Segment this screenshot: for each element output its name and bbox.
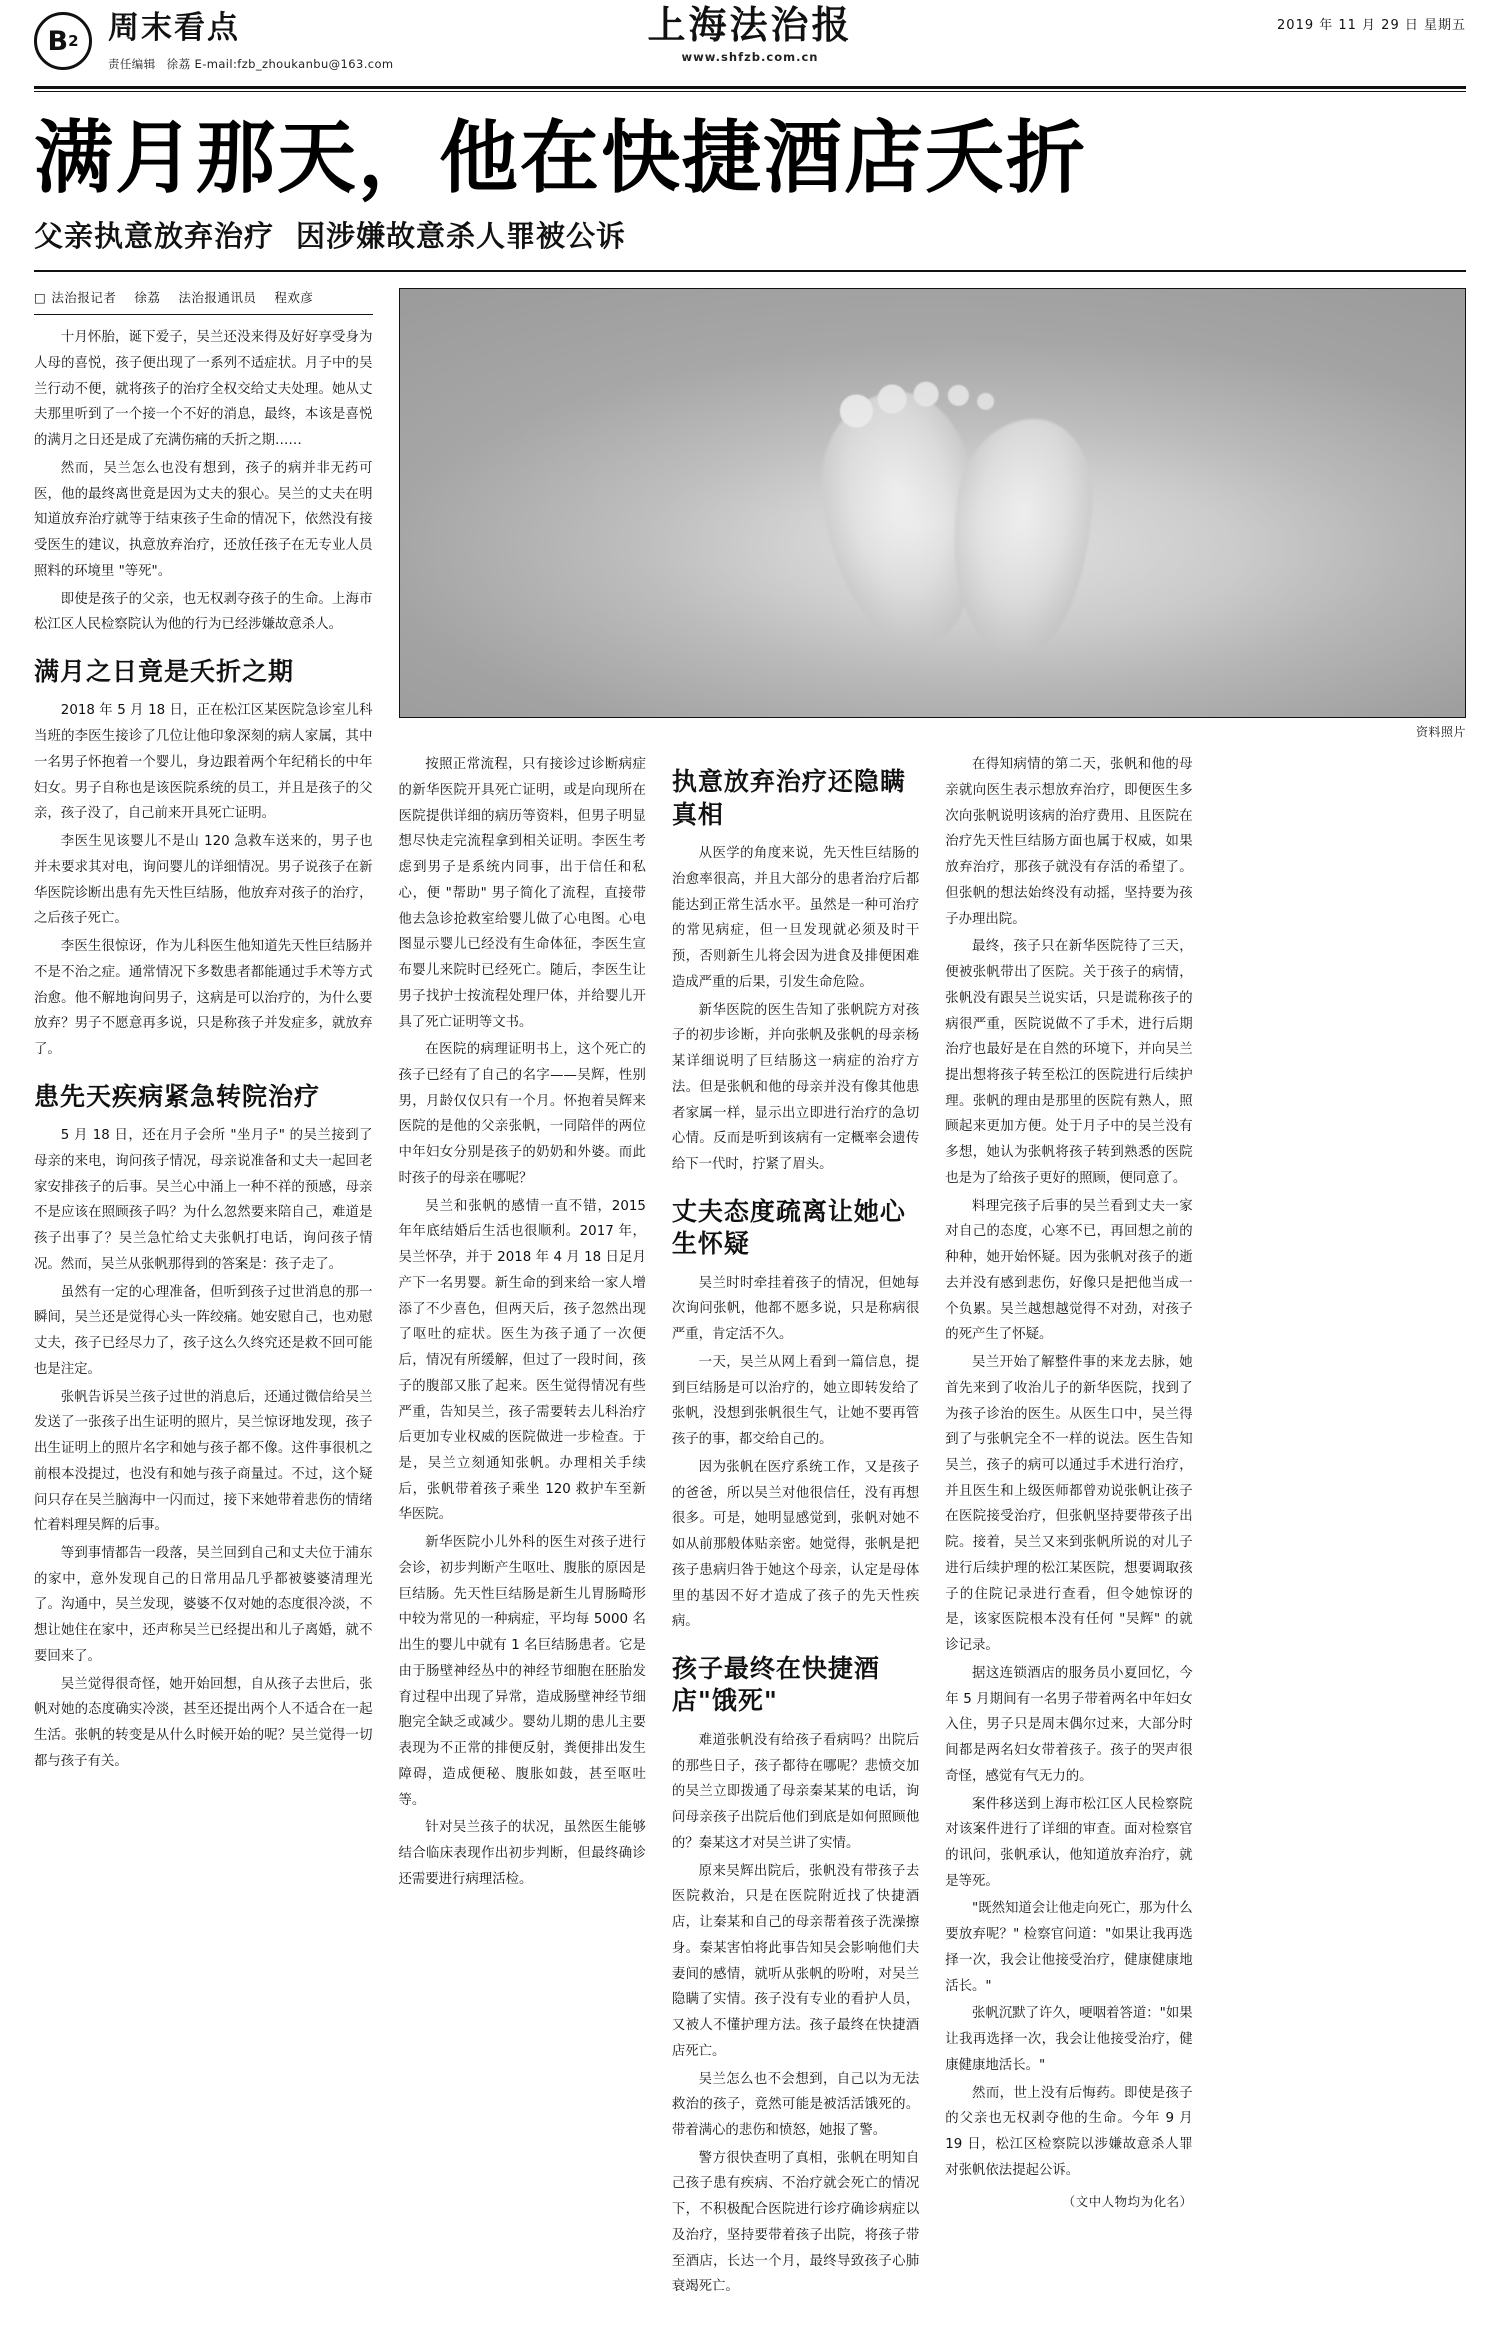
section-heading-2: 患先天疾病紧急转院治疗	[34, 1081, 321, 1111]
masthead-left	[108, 10, 394, 72]
masthead-rule	[34, 86, 1466, 89]
subhead-left: 父亲执意放弃治疗	[34, 219, 275, 254]
body-paragraph: 吴兰开始了解整件事的来龙去脉，她首先来到了收治儿子的新华医院，找到了为孩子诊治的医生。从医生口中，吴兰得到了与张帆完全不一样的说法。医生告知吴兰，孩子的病可以通过手术进行治疗，并且医生和上级医师都曾劝说张帆让孩子在医院接受治疗，但张帆坚持要带孩子出院。接着，吴兰又来到张帆所说的对儿子进行后续护理的松江某医院，想要调取孩子的住院记录进行查看，但令她惊讶的是，该家医院根本没有任何 "吴辉" 的就诊记录。	[945, 1355, 1193, 1654]
body-paragraph: 据这连锁酒店的服务员小夏回忆，今年 5 月期间有一名男子带着两名中年妇女入住，男子只是周末偶尔过来，大部分时间都是两名妇女带着孩子。孩子的哭声很奇怪，感觉有气无力的。	[945, 1665, 1193, 1784]
body-paragraph: "既然知道会让他走向死亡，那为什么要放弃呢？" 检察官问道："如果让我再选择一次，我会让他接受治疗，健康健康地活长。"	[945, 1901, 1193, 1994]
body-paragraph: 5 月 18 日，还在月子会所 "坐月子" 的吴兰接到了母亲的来电，询问孩子情况，母亲说准备和丈夫一起回老家安排孩子的后事。吴兰心中涌上一种不祥的预感，母亲不是应该在照顾孩子吗？为什么忽然要来陪自己，难道是孩子出事了？吴兰急忙给丈夫张帆打电话，询问孩子情况。然而，吴兰从张帆那得到的答案是：孩子走了。	[34, 1128, 373, 1272]
section-heading-1: 满月之日竟是夭折之期	[34, 656, 295, 686]
headline-block	[0, 92, 1500, 256]
body-paragraph: 在得知病情的第二天，张帆和他的母亲就向医生表示想放弃治疗，即便医生多次向张帆说明该病的治疗费用、且医院在治疗先天性巨结肠方面也属于权威，如果放弃治疗，那孩子就没有存活的希望了。但张帆的想法始终没有动摇，坚持要为孩子办理出院。	[945, 757, 1193, 927]
byline-mark: □	[34, 290, 47, 306]
baby-feet-photo	[399, 288, 1467, 718]
body-paragraph: 虽然有一定的心理准备，但听到孩子过世消息的那一瞬间，吴兰还是觉得心头一阵绞痛。她安慰自己，也劝慰丈夫，孩子已经尽力了，孩子这么久终究还是救不回可能也是注定。	[34, 1284, 373, 1377]
end-note: （文中人物均为化名）	[1062, 2193, 1193, 2209]
section-heading-4: 丈夫态度疏离让她心生怀疑	[671, 1196, 906, 1259]
paper-url[interactable]: www.shfzb.com.cn	[681, 49, 819, 64]
body-paragraph: 2018 年 5 月 18 日，正在松江区某医院急诊室儿科当班的李医生接诊了几位让他印象深刻的病人家属，其中一名男子怀抱着一个婴儿，身边跟着两个年纪稍长的中年妇女。男子自称也是该医院系统的员工，并且是孩子的父亲，孩子没了，自己前来开具死亡证明。	[34, 703, 373, 822]
publish-date: 2019 年 11 月 29 日 星期五	[1277, 18, 1466, 33]
page-number-sub: 2	[68, 32, 79, 50]
page-title: 满月那天，他在快捷酒店夭折	[34, 112, 1087, 204]
body-paragraph: 吴兰时时牵挂着孩子的情况，但她每次询问张帆，他都不愿多说，只是称病很严重，肯定活不久。	[671, 1275, 920, 1343]
lead-paragraph: 十月怀胎，诞下爱子，吴兰还没来得及好好享受身为人母的喜悦，孩子便出现了一系列不适症状。月子中的吴兰行动不便，就将孩子的治疗全权交给丈夫处理。她从丈夫那里听到了一个接一个不好的消息，最终，本该是喜悦的满月之日还是成了充满伤痛的夭折之期……	[34, 330, 373, 449]
body-paragraph: 新华医院的医生告知了张帆院方对孩子的初步诊断，并向张帆及张帆的母亲杨某详细说明了巨结肠这一病症的治疗方法。但是张帆和他的母亲并没有像其他患者家属一样，显示出立即进行治疗的急切心情。反而是听到该病有一定概率会遗传给下一代时，拧紧了眉头。	[671, 1002, 920, 1172]
column-3	[672, 750, 919, 2302]
lead-paragraph: 即使是孩子的父亲，也无权剥夺孩子的生命。上海市松江区人民检察院认为他的行为已经涉嫌故意杀人。	[34, 591, 373, 633]
body-paragraph: 等到事情都告一段落，吴兰回到自己和丈夫位于浦东的家中，意外发现自己的日常用品几乎都被婆婆清理光了。沟通中，吴兰发现，婆婆不仅对她的态度很冷淡，不想让她住在家中，还声称吴兰已经提出和儿子离婚，就不要回来了。	[34, 1546, 373, 1664]
article-body	[0, 272, 1500, 2334]
column-4	[945, 750, 1192, 2302]
subhead	[34, 218, 1466, 256]
editor-credit	[108, 56, 394, 72]
body-paragraph: 从医学的角度来说，先天性巨结肠的治愈率很高，并且大部分的患者治疗后都能达到正常生活水平。虽然是一种可治疗的常见病症，但一旦发现就必须及时干预，否则新生儿将会因为进食及排便困难造成严重的后果，引发生命危险。	[671, 846, 920, 990]
byline-correspondent-name: 程欢彦	[274, 290, 314, 306]
body-paragraph: 因为张帆在医疗系统工作，又是孩子的爸爸，所以吴兰对他很信任，没有再想很多。可是，她明显感觉到，张帆对她不如从前那般体贴亲密。她觉得，张帆是把孩子患病归咎于她这个母亲，认定是母体里的基因不好才造成了孩子的先天性疾病。	[671, 1459, 920, 1630]
body-paragraph: 料理完孩子后事的吴兰看到丈夫一家对自己的态度，心寒不已，再回想之前的种种，她开始怀疑。因为张帆对孩子的逝去并没有感到悲伤，好像只是把他当成一个负累。吴兰越想越觉得不对劲，对孩子的死产生了怀疑。	[945, 1198, 1193, 1343]
editor-label: 责任编辑	[108, 56, 156, 71]
page-number: B	[47, 25, 69, 57]
body-paragraph: 吴兰怎么也不会想到，自己以为无法救治的孩子，竟然可能是被活活饿死的。带着满心的悲伤和愤怒，她报了警。	[671, 2071, 920, 2138]
editor-name: 徐荔	[166, 56, 191, 71]
section-title: 周末看点	[108, 10, 240, 46]
editor-email: E-mail:fzb_zhoukanbu@163.com	[194, 56, 394, 71]
body-paragraph: 最终，孩子只在新华医院待了三天，便被张帆带出了医院。关于孩子的病情，张帆没有跟吴兰说实话，只是谎称孩子的病很严重，医院说做不了手术，进行后期治疗也最好是在自然的环境下，并向吴兰提出想将孩子转至松江的医院进行后续护理。张帆的理由是那里的医院有熟人，照顾起来更加方便。处于月子中的吴兰没有多想，她认为张帆将孩子转到熟悉的医院也是为了给孩子更好的照顾，便同意了。	[945, 939, 1193, 1186]
lower-columns	[399, 750, 1467, 2302]
body-paragraph: 张帆告诉吴兰孩子过世的消息后，还通过微信给吴兰发送了一张孩子出生证明的照片，吴兰惊讶地发现，孩子出生证明上的照片名字和她与孩子都不像。这件事很机之前根本没提过，也没有和她与孩子商量过。不过，这个疑问只存在吴兰脑海中一闪而过，接下来她带着悲伤的情绪忙着料理吴辉的后事。	[34, 1389, 373, 1534]
body-paragraph: 新华医院小儿外科的医生对孩子进行会诊，初步判断产生呕吐、腹胀的原因是巨结肠。先天性巨结肠是新生儿胃肠畸形中较为常见的一种病症，平均每 5000 名出生的婴儿中就有 1 名巨结肠患者。它是由于肠壁神经丛中的神经节细胞在胚胎发育过程中出现了异常，造成肠壁神经节细胞完全缺乏或减少。婴幼儿期的患儿主要表现为不正常的排便反射，粪便排出发生障碍，造成便秘、腹胀如鼓，甚至呕吐等。	[398, 1535, 646, 1808]
byline-correspondent-label: 法治报通讯员	[178, 290, 257, 306]
body-paragraph: 警方很快查明了真相，张帆在明知自己孩子患有疾病、不治疗就会死亡的情况下，不积极配合医院进行诊疗确诊病症以及治疗，坚持要带着孩子出院，将孩子带至酒店，长达一个月，最终导致孩子心肺衰竭死亡。	[671, 2150, 920, 2295]
body-paragraph: 案件移送到上海市松江区人民检察院对该案件进行了详细的审查。面对检察官的讯问，张帆承认，他知道放弃治疗，就是等死。	[945, 1796, 1193, 1889]
body-paragraph: 在医院的病理证明书上，这个死亡的孩子已经有了自己的名字——吴辉，性别男，月龄仅仅只有一个月。怀抱着吴辉来医院的是他的父亲张帆，一同陪伴的两位中年妇女分别是孩子的奶奶和外婆。而此时孩子的母亲在哪呢？	[398, 1042, 646, 1186]
body-paragraph: 李医生很惊讶，作为儿科医生他知道先天性巨结肠并不是不治之症。通常情况下多数患者都能通过手术等方式治愈。他不解地询问男子，这病是可以治疗的，为什么要放弃？男子不愿意再多说，只是称孩子并发症多，就放弃了。	[34, 939, 373, 1058]
body-paragraph: 原来吴辉出院后，张帆没有带孩子去医院救治，只是在医院附近找了快捷酒店，让秦某和自己的母亲帮着孩子洗澡擦身。秦某害怕将此事告知吴会影响他们夫妻间的感情，就听从张帆的吩咐，对吴兰隐瞒了实情。孩子没有专业的看护人员，又被人不懂护理方法。孩子最终在快捷酒店死亡。	[671, 1863, 920, 2059]
photo-vignette	[400, 289, 1466, 717]
body-paragraph: 张帆沉默了许久，哽咽着答道："如果让我再选择一次，我会让他接受治疗，健康健康地活长。"	[945, 2006, 1193, 2073]
body-paragraph: 难道张帆没有给孩子看病吗？出院后的那些日子，孩子都待在哪呢？悲愤交加的吴兰立即拨通了母亲秦某某的电话，询问母亲孩子出院后他们到底是如何照顾他的？秦某这才对吴兰讲了实情。	[671, 1732, 920, 1851]
photo-credit: 资料照片	[1415, 725, 1466, 740]
subhead-right: 因涉嫌故意杀人罪被公诉	[296, 219, 627, 254]
body-paragraph: 针对吴兰孩子的状况，虽然医生能够结合临床表现作出初步判断，但最终确诊还需要进行病理活检。	[398, 1820, 646, 1887]
paper-title-block	[647, 4, 852, 64]
body-paragraph: 然而，世上没有后悔药。即使是孩子的父亲也无权剥夺他的生命。今年 9 月 19 日，松江区检察院以涉嫌故意杀人罪对张帆依法提起公诉。	[945, 2085, 1193, 2178]
byline	[34, 288, 373, 315]
body-paragraph: 李医生见该婴儿不是山 120 急救车送来的，男子也并未要求其对电，询问婴儿的详细情况。男子说孩子在新华医院诊断出患有先天性巨结肠，他放弃对孩子的治疗，之后孩子死亡。	[34, 834, 373, 927]
top-row	[34, 288, 1466, 2308]
body-paragraph: 一天，吴兰从网上看到一篇信息，提到巨结肠是可以治疗的，她立即转发给了张帆，没想到张帆很生气，让她不要再管孩子的事，都交给自己的。	[671, 1354, 920, 1448]
byline-reporter-name: 徐荔	[134, 290, 161, 306]
body-paragraph: 按照正常流程，只有接诊过诊断病症的新华医院开具死亡证明，或是向现所在医院提供详细的病历等资料，但男子明显想尽快走完流程拿到相关证明。李医生考虑到男子是系统内同事，出于信任和私心，便 "帮助" 男子简化了流程，直接带他去急诊抢救室给婴儿做了心电图。心电图显示婴儿已经没有生命体征，李医生宣布婴儿来院时已经死亡。随后，李医生让男子找护士按流程处理尸体，并给婴儿开具了死亡证明等文书。	[398, 757, 646, 1030]
body-paragraph: 吴兰觉得很奇怪，她开始回想，自从孩子去世后，张帆对她的态度确实冷淡，甚至还提出两个人不适合在一起生活。张帆的转变是从什么时候开始的呢？吴兰觉得一切都与孩子有关。	[34, 1676, 373, 1769]
body-paragraph: 吴兰和张帆的感情一直不错，2015 年年底结婚后生活也很顺利。2017 年，吴兰怀孕，并于 2018 年 4 月 18 日足月产下一名男婴。新生命的到来给一家人增添了不少喜色，但两天后，孩子忽然出现了呕吐的症状。医生为孩子通了一次便后，情况有所缓解，但过了一段时间，孩子的腹部又胀了起来。医生觉得情况有些严重，告知吴兰，孩子需要转去儿科治疗后更加专业权威的医院做进一步检查。于是，吴兰立刻通知张帆。办理相关手续后，张帆带着孩子乘坐 120 救护车至新华医院。	[398, 1198, 646, 1523]
byline-reporter-label: 法治报记者	[51, 290, 117, 306]
column-1-top	[34, 288, 373, 2308]
paper-name: 上海法治报	[647, 2, 853, 47]
section-heading-5: 孩子最终在快捷酒店"饿死"	[671, 1653, 880, 1716]
column-2	[399, 750, 646, 2302]
section-heading-3: 执意放弃治疗还隐瞒真相	[671, 767, 906, 829]
masthead	[0, 0, 1500, 86]
article-photo-block	[399, 288, 1467, 2302]
lead-paragraph: 然而，吴兰怎么也没有想到，孩子的病并非无药可医，他的最终离世竟是因为丈夫的狠心。吴兰的丈夫在明知道放弃治疗就等于结束孩子生命的情况下，依然没有接受医生的建议，执意放弃治疗，还放任孩子在无专业人员照料的环境里 "等死"。	[34, 460, 373, 579]
page-number-badge	[34, 12, 92, 70]
